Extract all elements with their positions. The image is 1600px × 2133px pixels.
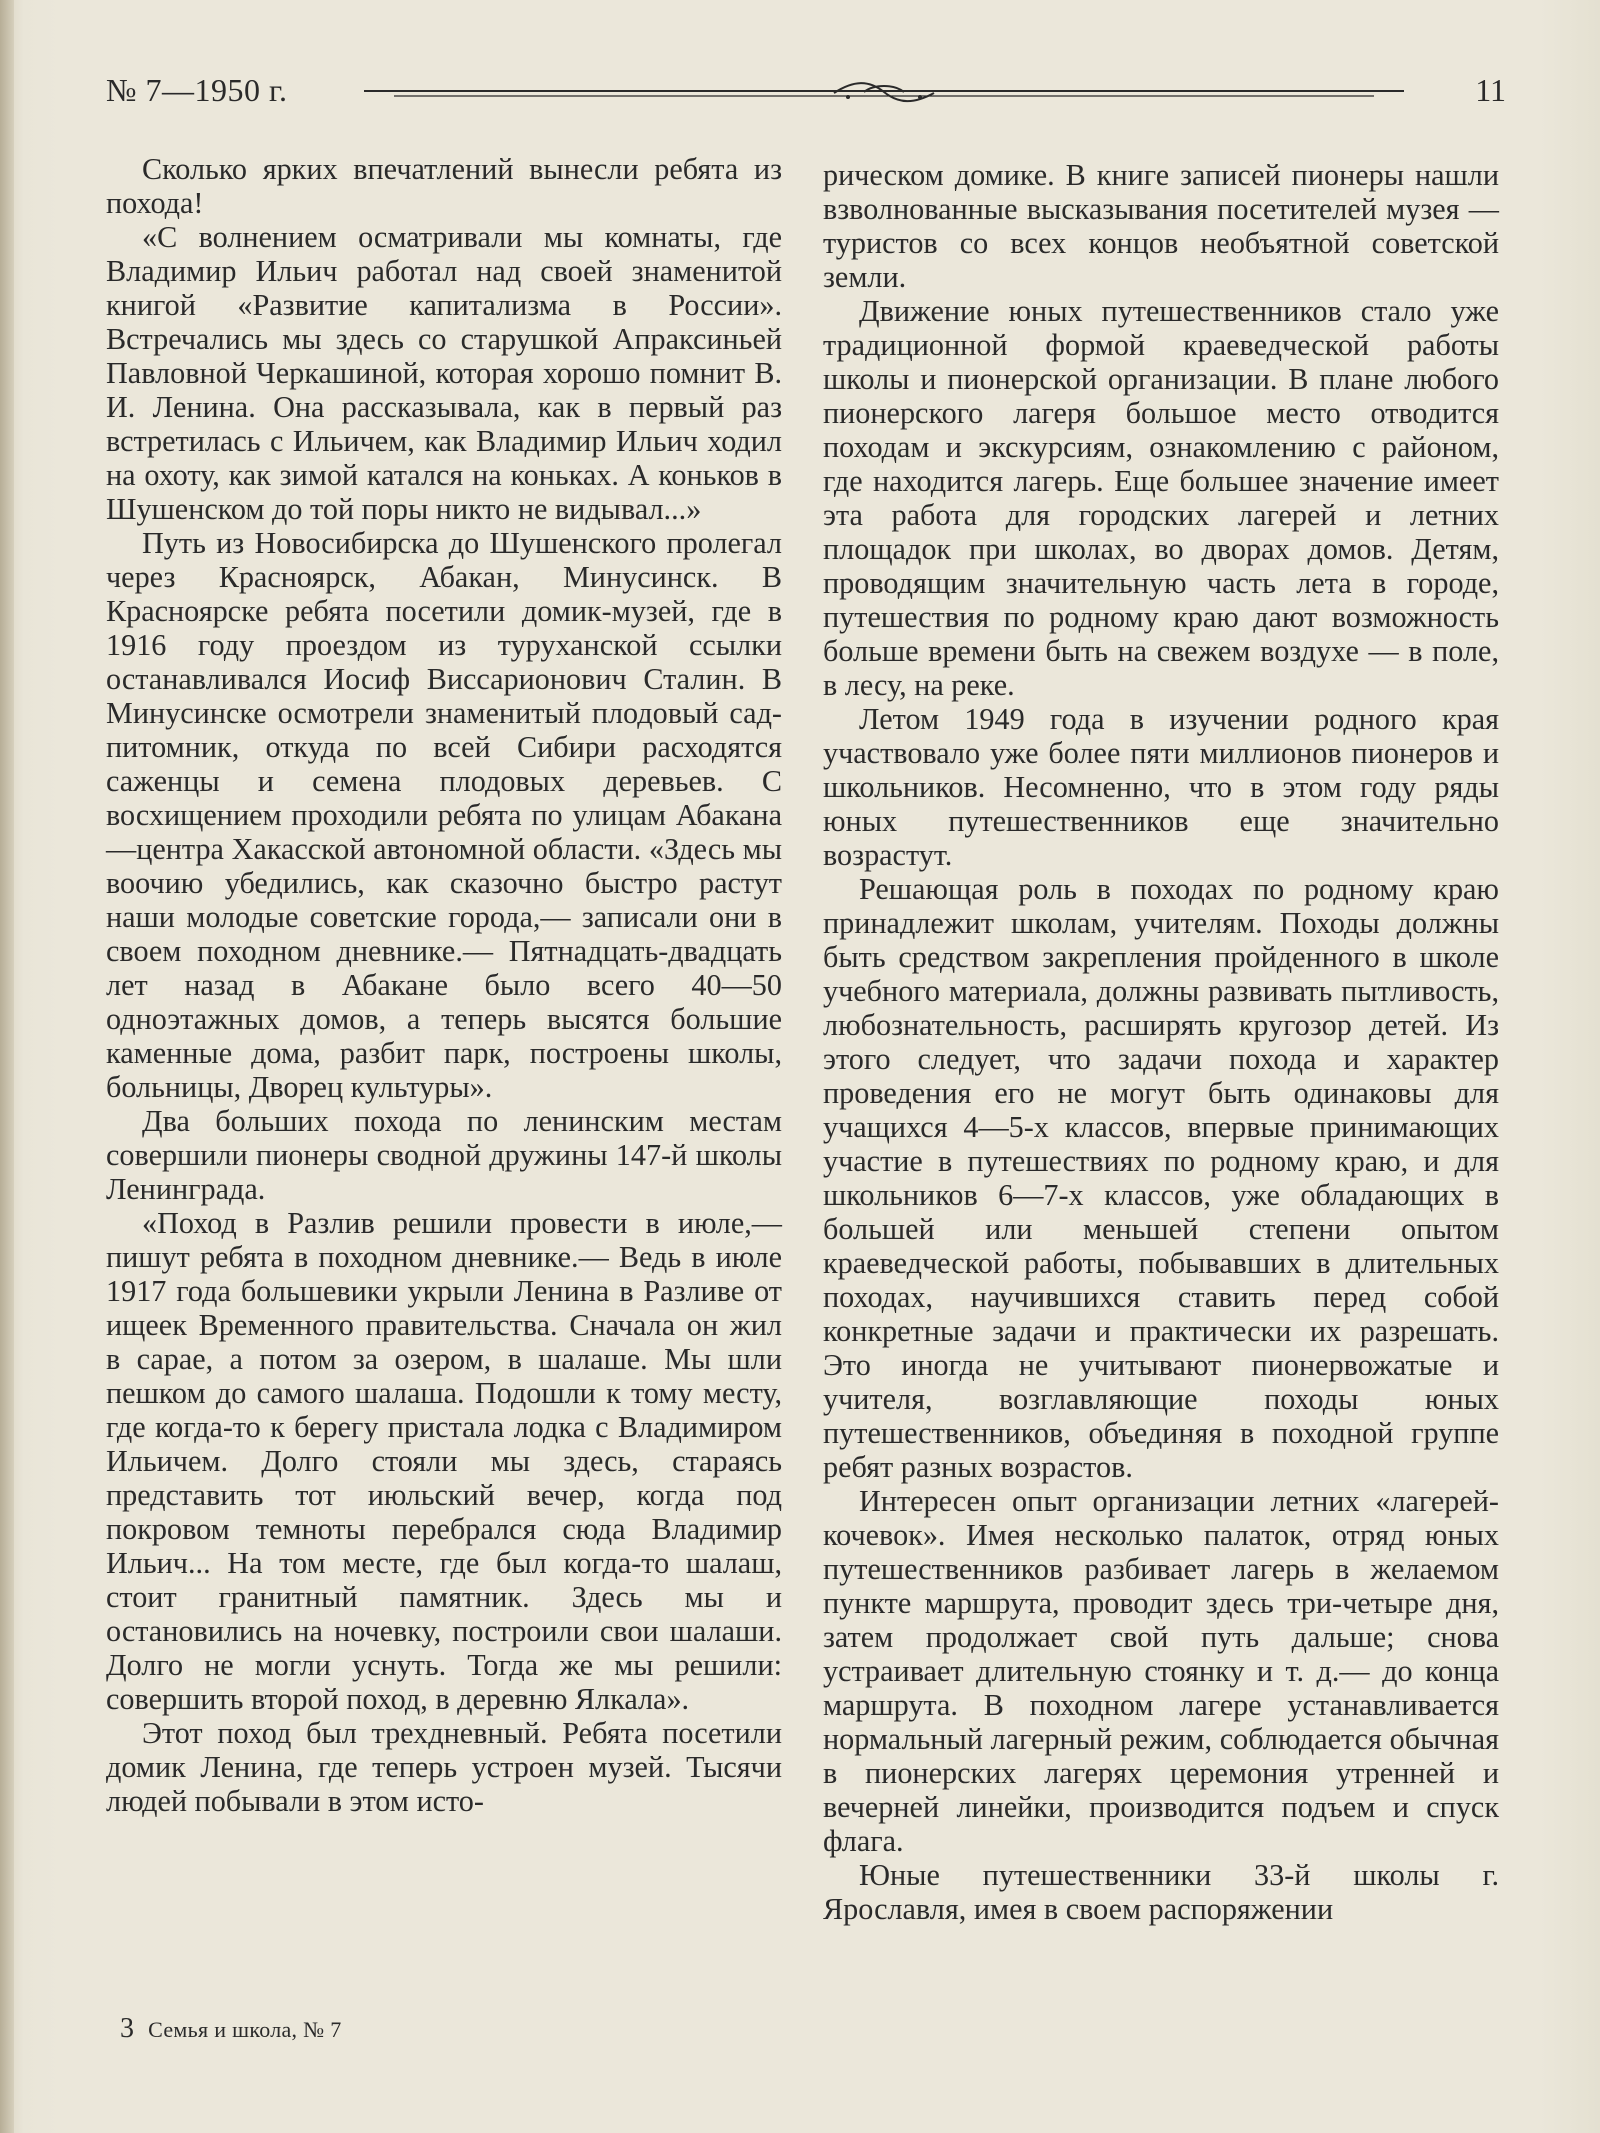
footer-text: Семья и школа, № 7 [148,2017,342,2042]
text-column-right [823,158,1499,1926]
issue-label: № 7—1950 г. [106,72,288,108]
page-footer [120,2013,342,2045]
binding-edge [0,0,14,2133]
page-number: 11 [1475,72,1506,108]
paragraph: «Поход в Разлив решили провести в июле,— пишут ребята в походном дневнике.— Ведь в июле 1917 года большевики укрыли Ленина в Разливе от ищеек Временного правительства. Сначала он жил в сарае, а потом за озером, в шалаше. Мы шли пешком до самого шалаша. Подошли к тому месту, где когда-то к берегу пристала лодка с Владимиром Ильичем. Долго стояли мы здесь, стараясь представить тот июльский вечер, когда под покровом темноты перебрался сюда Владимир Ильич... На том месте, где был когда-то шалаш, стоит гранитный памятник. Здесь мы и остановились на ночевку, построили свои шалаши. Долго не могли уснуть. Тогда же мы решили: совершить второй поход, в деревню Ялкала». [106,1206,782,1716]
paragraph: Интересен опыт организации летних «лагерей-кочевок». Имея несколько палаток, отряд юных путешественников разбивает лагерь в желаемом пункте маршрута, проводит здесь три-четыре дня, затем продолжает свой путь дальше; снова устраивает длительную стоянку и т. д.— до конца маршрута. В походном лагере устанавливается нормальный лагерный режим, соблюдается обычная в пионерских лагерях церемония утренней и вечерней линейки, производится подъем и спуск флага. [823,1484,1499,1858]
paragraph: Летом 1949 года в изучении родного края участвовало уже более пяти миллионов пионеров и школьников. Несомненно, что в этом году ряды юных путешественников еще значительно возрастут. [823,702,1499,872]
paragraph: Решающая роль в походах по родному краю принадлежит школам, учителям. Походы должны быть средством закрепления пройденного в школе учебного материала, должны развивать пытливость, любознательность, расширять кругозор детей. Из этого следует, что задачи похода и характер проведения его не могут быть одинаковы для учащихся 4—5-х классов, впервые принимающих участие в путешествиях по родному краю, и для школьников 6—7-х классов, уже обладающих в большей или меньшей степени опытом краеведческой работы, побывавших в длительных походах, научившихся ставить перед собой конкретные задачи и практически их разрешать. Это иногда не учитывают пионервожатые и учителя, возглавляющие походы юных путешественников, объединяя в походной группе ребят разных возрастов. [823,872,1499,1484]
page-header [106,72,1506,120]
signature-mark: 3 [120,2013,135,2044]
paragraph: Два больших похода по ленинским местам совершили пионеры сводной дружины 147-й школы Ленинграда. [106,1104,782,1206]
header-ornament-rule [364,78,1404,108]
paragraph: «С волнением осматривали мы комнаты, где Владимир Ильич работал над своей знаменитой книгой «Развитие капитализма в России». Встречались мы здесь со старушкой Апраксиньей Павловной Черкашиной, которая хорошо помнит В. И. Ленина. Она рассказывала, как в первый раз встретилась с Ильичем, как Владимир Ильич ходил на охоту, как зимой катался на коньках. А коньков в Шушенском до той поры никто не видывал...» [106,220,782,526]
paragraph: Сколько ярких впечатлений вынесли ребята из похода! [106,152,782,220]
paragraph: Путь из Новосибирска до Шушенского пролегал через Красноярск, Абакан, Минусинск. В Красноярске ребята посетили домик-музей, где в 1916 году проездом из туруханской ссылки останавливался Иосиф Виссарионович Сталин. В Минусинске осмотрели знаменитый плодовый сад-питомник, откуда по всей Сибири расходятся саженцы и семена плодовых деревьев. С восхищением проходили ребята по улицам Абакана—центра Хакасской автономной области. «Здесь мы воочию убедились, как сказочно быстро растут наши молодые советские города,— записали они в своем походном дневнике.— Пятнадцать-двадцать лет назад в Абакане было всего 40—50 одноэтажных домов, а теперь высятся большие каменные дома, разбит парк, построены школы, больницы, Дворец культуры». [106,526,782,1104]
text-column-left [106,152,782,1818]
paragraph: Юные путешественники 33-й школы г. Ярославля, имея в своем распоряжении [823,1858,1499,1926]
paragraph: Движение юных путешественников стало уже традиционной формой краеведческой работы школы и пионерской организации. В плане любого пионерского лагеря большое место отводится походам и экскурсиям, ознакомлению с районом, где находится лагерь. Еще большее значение имеет эта работа для городских лагерей и летних площадок при школах, во дворах домов. Детям, проводящим значительную часть лета в городе, путешествия по родному краю дают возможность больше времени быть на свежем воздухе — в поле, в лесу, на реке. [823,294,1499,702]
paragraph-continuation: рическом домике. В книге записей пионеры нашли взволнованные высказывания посетителей музея — туристов со всех концов необъятной советской земли. [823,158,1499,294]
paragraph: Этот поход был трехдневный. Ребята посетили домик Ленина, где теперь устроен музей. Тысячи людей побывали в этом исто- [106,1716,782,1818]
